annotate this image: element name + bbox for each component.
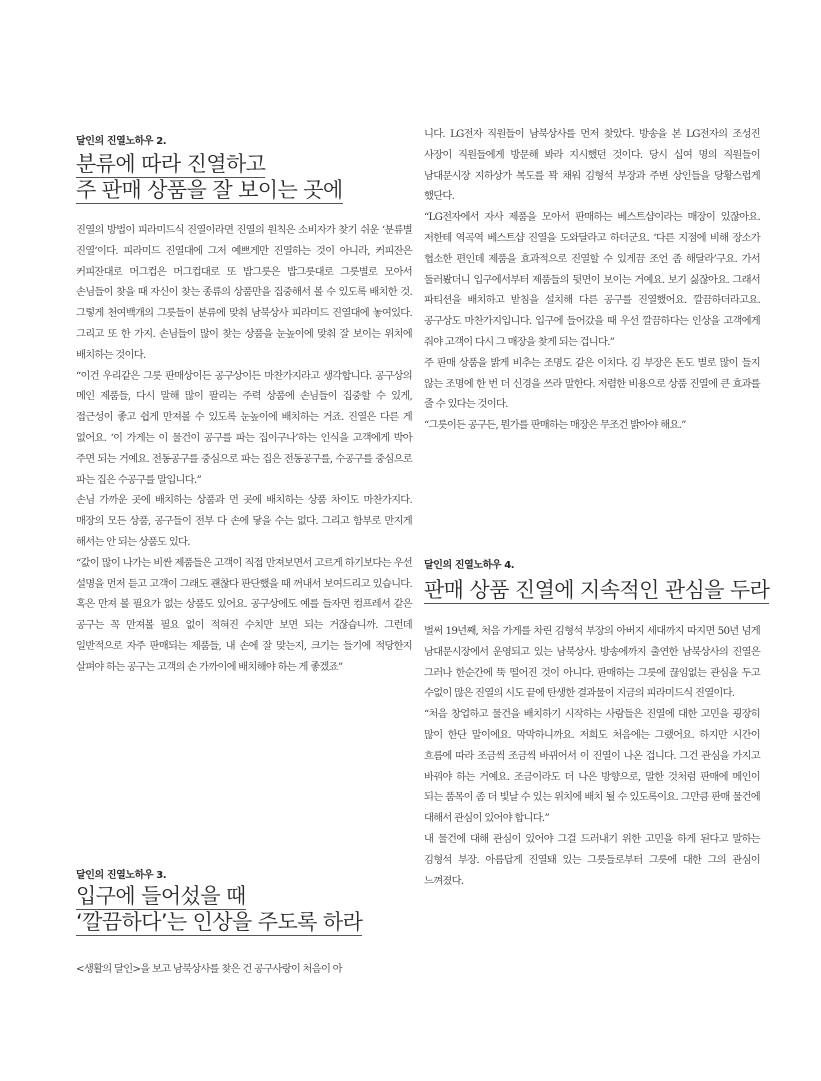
section-3-heading <box>76 884 362 936</box>
section-2-heading-line-1: 분류에 따라 진열하고 <box>76 152 266 176</box>
section-4-paragraph: 내 물건에 대해 관심이 있어야 그걸 드러내기 위한 고민을 하게 된다고 말하는 김형석 부장. 아름답게 진열돼 있는 그릇들로부터 그릇에 대한 그의 관심이 느껴졌다. <box>424 832 760 887</box>
section-2-heading <box>76 152 343 204</box>
section-3-paragraph: 주 판매 상품을 밝게 비추는 조명도 같은 이치다. 김 부장은 돈도 별로 많이 들지 않는 조명에 한 번 더 신경을 쓰라 말한다. 저렴한 비용으로 상품 진열에 큰 효과를 줄 수 있다는 것이다. <box>424 356 760 411</box>
section-4-label: 달인의 진열노하우 4. <box>424 560 515 571</box>
section-4-body <box>424 621 760 891</box>
section-2-body <box>76 220 412 678</box>
section-3-body-right <box>424 124 760 436</box>
section-3-paragraph: “그릇이든 공구든, 뭔가를 판매하는 매장은 무조건 밝아야 해요.” <box>424 419 686 432</box>
section-3-paragraph: “LG전자에서 자사 제품을 모아서 판매하는 베스트샵이라는 매장이 있잖아요. 저한테 역곡역 베스트샵 진열을 도와달라고 하더군요. ‘다른 지점에 비해 장소가 협소한 편인데 제품을 효과적으로 진열할 수 있게끔 조언 좀 해달라’구요. 가서 둘러봤더니 입구에서부터 제품들의 뒷면이 보이는 거예요. 보기 싫잖아요. 그래서 파티션을 배치하고 받침을 설치해 다른 공구를 진열했어요. 깔끔하더라고요. 공구상도 마찬가지입니다. 입구에 들어갔을 때 우선 깔끔하다는 인상을 고객에게 줘야 고객이 다시 그 매장을 찾게 되는 겁니다.” <box>424 211 760 348</box>
section-2-label: 달인의 진열노하우 2. <box>76 136 167 147</box>
section-3-heading-line-1: 입구에 들어섰을 때 <box>76 884 246 908</box>
section-3-paragraph: <생활의 달인>을 보고 남북상사를 찾은 건 공구사랑이 처음이 아 <box>76 963 342 975</box>
section-2-heading-line-2: 주 판매 상품을 잘 보이는 곳에 <box>76 178 343 202</box>
section-2-paragraph: 손님 가까운 곳에 배치하는 상품과 먼 곳에 배치하는 상품 차이도 마찬가지다. 매장의 모든 상품, 공구들이 전부 다 손에 닿을 수는 없다. 그리고 함부로 만지게 해서는 안 되는 상품도 있다. <box>76 494 412 548</box>
section-4-heading-line-1: 판매 상품 진열에 지속적인 관심을 두라 <box>424 578 770 602</box>
section-3-body-left <box>76 959 412 980</box>
section-3-paragraph: 니다. LG전자 직원들이 남북상사를 먼저 찾았다. 방송을 본 LG전자의 조성진 사장이 직원들에게 방문해 봐라 지시했던 것이다. 당시 십여 명의 직원들이 남대문시장 지하상가 복도를 꽉 채워 김형석 부장과 주변 상인들을 당황스럽게 했단다. <box>424 128 760 203</box>
section-2-paragraph: “값이 많이 나가는 비싼 제품들은 고객이 직접 만져보면서 고르게 하기보다는 우선 설명을 먼저 듣고 고객이 그래도 괜찮다 판단했을 때 꺼내서 보여드리고 있습니다. 혹은 만져 볼 필요가 없는 상품도 있어요. 공구상에도 예를 들자면 컴프레서 같은 공구는 꼭 만져볼 필요 없이 적혀진 수치만 보면 되는 거잖습니까. 그런데 일반적으로 자주 판매되는 제품들, 내 손에 잘 맞는지, 크기는 들기에 적당한지 살펴야 하는 공구는 고객의 손 가까이에 배치해야 하는 게 좋겠죠” <box>76 556 412 673</box>
section-4-paragraph: 벌써 19년째, 처음 가게를 차린 김형석 부장의 아버지 세대까지 따지면 50년 넘게 남대문시장에서 운영되고 있는 남북상사. 방송에까지 출연한 남북상사의 진열은 그러나 한순간에 뚝 떨어진 것이 아니다. 판매하는 그릇에 끊임없는 관심을 두고 수없이 많은 진열의 시도 끝에 탄생한 결과물이 지금의 피라미드식 진열이다. <box>424 625 760 700</box>
section-2-paragraph: “이건 우리같은 그릇 판매상이든 공구상이든 마찬가지라고 생각합니다. 공구상의 메인 제품들, 다시 말해 많이 팔리는 주력 상품에 손님들이 집중할 수 있게, 접근성이 좋고 쉽게 만져볼 수 있도록 눈높이에 배치하는 거죠. 진열은 다른 게 없어요. ‘이 가게는 이 물건이 공구를 파는 집이구나’하는 인식을 고객에게 박아 주면 되는 거예요. 전동공구를 중심으로 파는 집은 전동공구를, 수공구를 중심으로 파는 집은 수공구를 말입니다.” <box>76 369 412 486</box>
section-4-heading <box>424 578 769 604</box>
section-4-paragraph: “처음 창업하고 물건을 배치하기 시작하는 사람들은 진열에 대한 고민을 굉장히 많이 한단 말이에요. 막막하니까요. 저희도 처음에는 그랬어요. 하지만 시간이 흐름에 따라 조금씩 조금씩 바뀌어서 이 진열이 나온 겁니다. 그건 관심을 가지고 바꿔야 하는 거예요. 조금이라도 더 나은 방향으로, 말한 것처럼 판매에 메인이 되는 품목이 좀 더 빛날 수 있는 위치에 배치 될 수 있도록이요. 그만큼 판매 물건에 대해서 관심이 있어야 합니다.” <box>424 708 760 825</box>
section-2-paragraph: 진열의 방법이 피라미드식 진열이라면 진열의 원칙은 소비자가 찾기 쉬운 ‘분류별 진열’이다. 피라미드 진열대에 그저 예쁘게만 진열하는 것이 아니라, 커피잔은 커피잔대로 머그컵은 머그컵대로 또 밥그릇은 밥그릇대로 그릇별로 모아서 손님들이 찾을 때 자신이 찾는 종류의 상품만을 집중해서 볼 수 있도록 배치한 것. 그렇게 천여백개의 그릇들이 분류에 맞춰 남북상사 피라미드 진열대에 놓여있다. 그리고 또 한 가지. 손님들이 많이 찾는 상품을 눈높이에 맞춰 잘 보이는 위치에 배치하는 것이다. <box>76 224 412 361</box>
section-3-label: 달인의 진열노하우 3. <box>76 870 167 881</box>
section-3-heading-line-2: ‘깔끔하다’는 인상을 주도록 하라 <box>76 910 363 934</box>
